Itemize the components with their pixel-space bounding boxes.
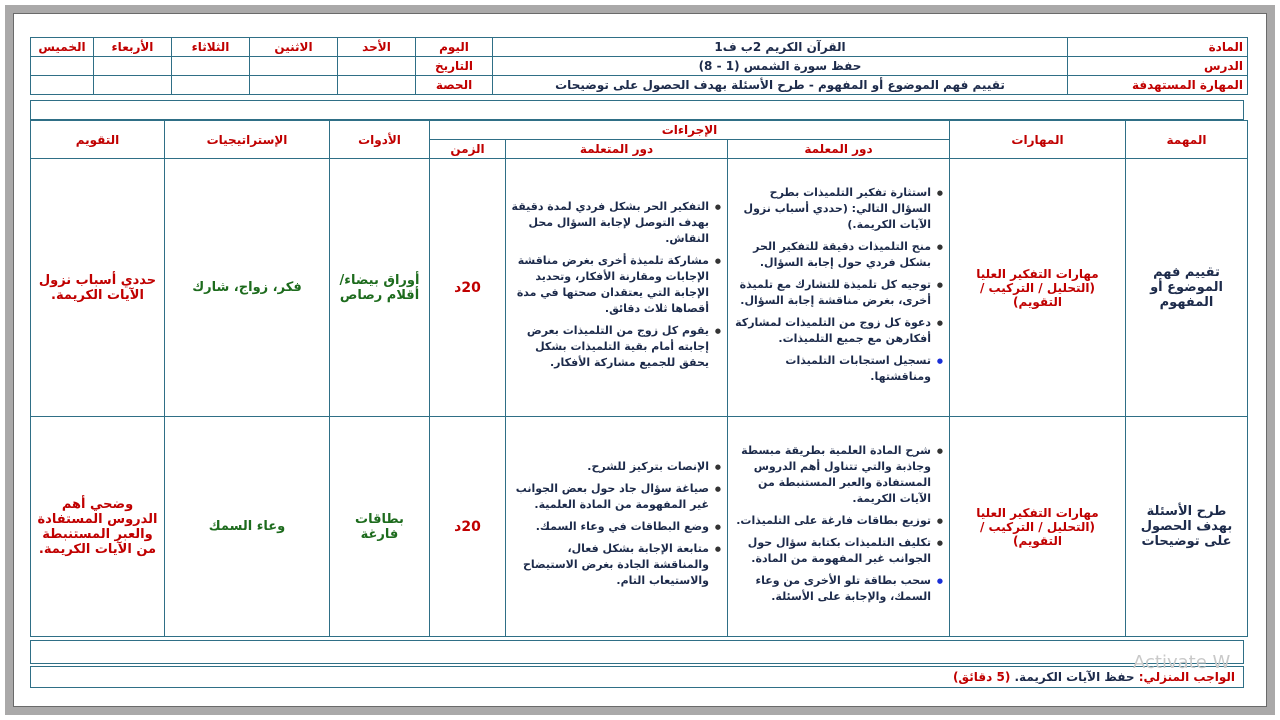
table-row bbox=[31, 159, 1248, 417]
period-cell bbox=[172, 76, 250, 95]
date-cell bbox=[250, 57, 338, 76]
evaluation-cell: حددي أسباب نزول الآيات الكريمة. bbox=[31, 159, 165, 417]
col-procedures: الإجراءات bbox=[430, 121, 950, 140]
day-monday: الاثنين bbox=[250, 38, 338, 57]
strategies-cell: فكر، زواج، شارك bbox=[165, 159, 330, 417]
lesson-value: حفظ سورة الشمس (1 - 8) bbox=[493, 57, 1068, 76]
teacher-item: ● شرح المادة العلمية بطريقة مبسطة وجاذبة والتي تتناول أهم الدروس المستفادة والعبر المستنبطة من الآيات الكريمة. bbox=[732, 443, 931, 507]
subject-value: القرآن الكريم 2ب ف1 bbox=[493, 38, 1068, 57]
time-cell: 20د bbox=[430, 417, 506, 637]
table-row bbox=[31, 417, 1248, 637]
student-item: ● مشاركة تلميذة أخرى بغرض مناقشة الإجابات ومقارنة الأفكار، وتحديد الإجابة التي يعتقدان صحتها في مدة أقصاها ثلاث دقائق. bbox=[510, 253, 709, 317]
col-skills: المهارات bbox=[950, 121, 1126, 159]
skills-cell: مهارات التفكير العليا (التحليل / التركيب / التقويم) bbox=[950, 417, 1126, 637]
col-teacher-role: دور المعلمة bbox=[728, 140, 950, 159]
student-item: ● الإنصات بتركيز للشرح. bbox=[510, 459, 709, 475]
teacher-item: ● استثارة تفكير التلميذات بطرح السؤال التالي: (حددي أسباب نزول الآيات الكريمة.) bbox=[732, 185, 931, 233]
teacher-item: ● توزيع بطاقات فارغة على التلميذات. bbox=[732, 513, 931, 529]
skills-cell: مهارات التفكير العليا (التحليل / التركيب / التقويم) bbox=[950, 159, 1126, 417]
student-role-cell bbox=[506, 417, 728, 637]
homework-text: حفظ الآيات الكريمة. bbox=[1014, 670, 1135, 684]
col-tools: الأدوات bbox=[330, 121, 430, 159]
empty-row bbox=[30, 640, 1244, 664]
day-thursday: الخميس bbox=[31, 38, 94, 57]
separator-row bbox=[30, 100, 1244, 120]
student-item: ● يقوم كل زوج من التلميذات بعرض إجابته أمام بقية التلميذات بشكل يحقق للجميع مشاركة الأفكار. bbox=[510, 323, 709, 371]
date-cell bbox=[94, 57, 172, 76]
day-wednesday: الأربعاء bbox=[94, 38, 172, 57]
activation-watermark: Activate W bbox=[1133, 652, 1231, 673]
col-task: المهمة bbox=[1126, 121, 1248, 159]
homework-bar bbox=[30, 666, 1244, 688]
period-cell bbox=[338, 76, 416, 95]
subject-label: المادة bbox=[1068, 38, 1248, 57]
skill-label: المهارة المستهدفة bbox=[1068, 76, 1248, 95]
col-student-role: دور المتعلمة bbox=[506, 140, 728, 159]
teacher-item: ● تكليف التلميذات بكتابة سؤال حول الجوانب غير المفهومة من المادة. bbox=[732, 535, 931, 567]
teacher-item: ● دعوة كل زوج من التلميذات لمشاركة أفكارهن مع جميع التلميذات. bbox=[732, 315, 931, 347]
date-cell bbox=[172, 57, 250, 76]
period-cell bbox=[250, 76, 338, 95]
student-item: ● التفكير الحر بشكل فردي لمدة دقيقة بهدف التوصل لإجابة السؤال محل النقاش. bbox=[510, 199, 709, 247]
teacher-item: ● سحب بطاقة تلو الأخرى من وعاء السمك، والإجابة على الأسئلة. bbox=[732, 573, 931, 605]
teacher-item: ● توجيه كل تلميذة للتشارك مع تلميذة أخرى، بغرض مناقشة إجابة السؤال. bbox=[732, 277, 931, 309]
evaluation-cell: وضحي أهم الدروس المستفادة والعبر المستنبطة من الآيات الكريمة. bbox=[31, 417, 165, 637]
lesson-label: الدرس bbox=[1068, 57, 1248, 76]
col-evaluation: التقويم bbox=[31, 121, 165, 159]
time-cell: 20د bbox=[430, 159, 506, 417]
student-item: ● متابعة الإجابة بشكل فعال، والمناقشة الجادة بغرض الاستيضاح والاستيعاب التام. bbox=[510, 541, 709, 589]
student-item: ● وضع البطاقات في وعاء السمك. bbox=[510, 519, 709, 535]
skill-value: تقييم فهم الموضوع أو المفهوم - طرح الأسئلة بهدف الحصول على توضيحات bbox=[493, 76, 1068, 95]
homework-label: الواجب المنزلي: bbox=[1138, 670, 1235, 684]
teacher-role-cell bbox=[728, 159, 950, 417]
col-time: الزمن bbox=[430, 140, 506, 159]
strategies-cell: وعاء السمك bbox=[165, 417, 330, 637]
day-tuesday: الثلاثاء bbox=[172, 38, 250, 57]
student-role-cell bbox=[506, 159, 728, 417]
tools-cell: بطاقات فارغة bbox=[330, 417, 430, 637]
date-cell bbox=[338, 57, 416, 76]
period-cell bbox=[94, 76, 172, 95]
task-cell: طرح الأسئلة بهدف الحصول على توضيحات bbox=[1126, 417, 1248, 637]
lesson-plan-table bbox=[30, 120, 1248, 637]
teacher-item: ● تسجيل استجابات التلميذات ومناقشتها. bbox=[732, 353, 931, 385]
task-cell: تقييم فهم الموضوع أو المفهوم bbox=[1126, 159, 1248, 417]
teacher-item: ● منح التلميذات دقيقة للتفكير الحر بشكل فردي حول إجابة السؤال. bbox=[732, 239, 931, 271]
homework-time: (5 دقائق) bbox=[952, 670, 1011, 684]
date-label: التاريخ bbox=[416, 57, 493, 76]
period-cell bbox=[31, 76, 94, 95]
day-label: اليوم bbox=[416, 38, 493, 57]
date-cell bbox=[31, 57, 94, 76]
student-item: ● صياغة سؤال جاد حول بعض الجوانب غير المفهومة من المادة العلمية. bbox=[510, 481, 709, 513]
header-table bbox=[30, 37, 1248, 95]
col-strategies: الإستراتيجيات bbox=[165, 121, 330, 159]
day-sunday: الأحد bbox=[338, 38, 416, 57]
tools-cell: أوراق بيضاء/ أقلام رصاص bbox=[330, 159, 430, 417]
teacher-role-cell bbox=[728, 417, 950, 637]
period-label: الحصة bbox=[416, 76, 493, 95]
